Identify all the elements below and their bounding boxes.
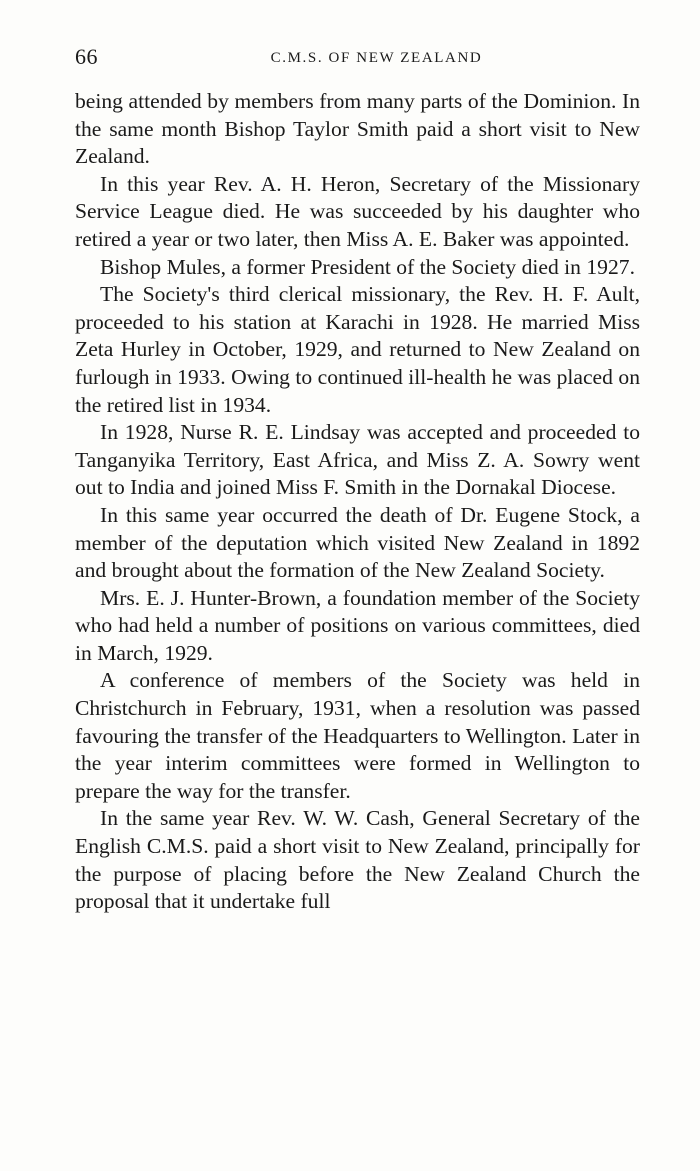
page-header (75, 44, 640, 74)
paragraph: The Society's third clerical missionary, the Rev. H. F. Ault, proceeded to his station at Karachi in 1928. He married Miss Zeta Hurley in October, 1929, and returned to New Zealand on furlough in 1933. Owing to continued ill-health he was placed on the retired list in 1934. (75, 282, 640, 417)
paragraph: being attended by members from many parts of the Dominion. In the same month Bishop Taylor Smith paid a short visit to New Zealand. (75, 89, 640, 169)
paragraph: In this year Rev. A. H. Heron, Secretary of the Missionary Service League died. He was succeeded by his daughter who retired a year or two later, then Miss A. E. Baker was appointed. (75, 171, 640, 251)
paragraph: Bishop Mules, a former President of the Society died in 1927. (100, 254, 635, 279)
running-head: C.M.S. OF NEW ZEALAND (270, 50, 483, 66)
paragraph: In 1928, Nurse R. E. Lindsay was accepted and proceeded to Tanganyika Territory, East Africa, and Miss Z. A. Sowry went out to India and joined Miss F. Smith in the Dornakal Diocese. (75, 420, 640, 500)
paragraph: In this same year occurred the death of Dr. Eugene Stock, a member of the deputation which visited New Zealand in 1892 and brought about the formation of the New Zealand Society. (75, 502, 640, 583)
paragraph: Mrs. E. J. Hunter-Brown, a foundation member of the Society who had held a number of positions on various committees, died in March, 1929. (75, 585, 640, 665)
body-text (75, 88, 640, 916)
paragraph: In the same year Rev. W. W. Cash, General Secretary of the English C.M.S. paid a short visit to New Zealand, principally for the purpose of placing before the New Zealand Church the proposal that it undertake full (75, 806, 640, 914)
paragraph: A conference of members of the Society was held in Christchurch in February, 1931, when a resolution was passed favouring the transfer of the Headquarters to Wellington. Later in the year interim committees were formed in Wellington to prepare the way for the transfer. (75, 668, 640, 803)
page-number: 66 (75, 44, 98, 69)
